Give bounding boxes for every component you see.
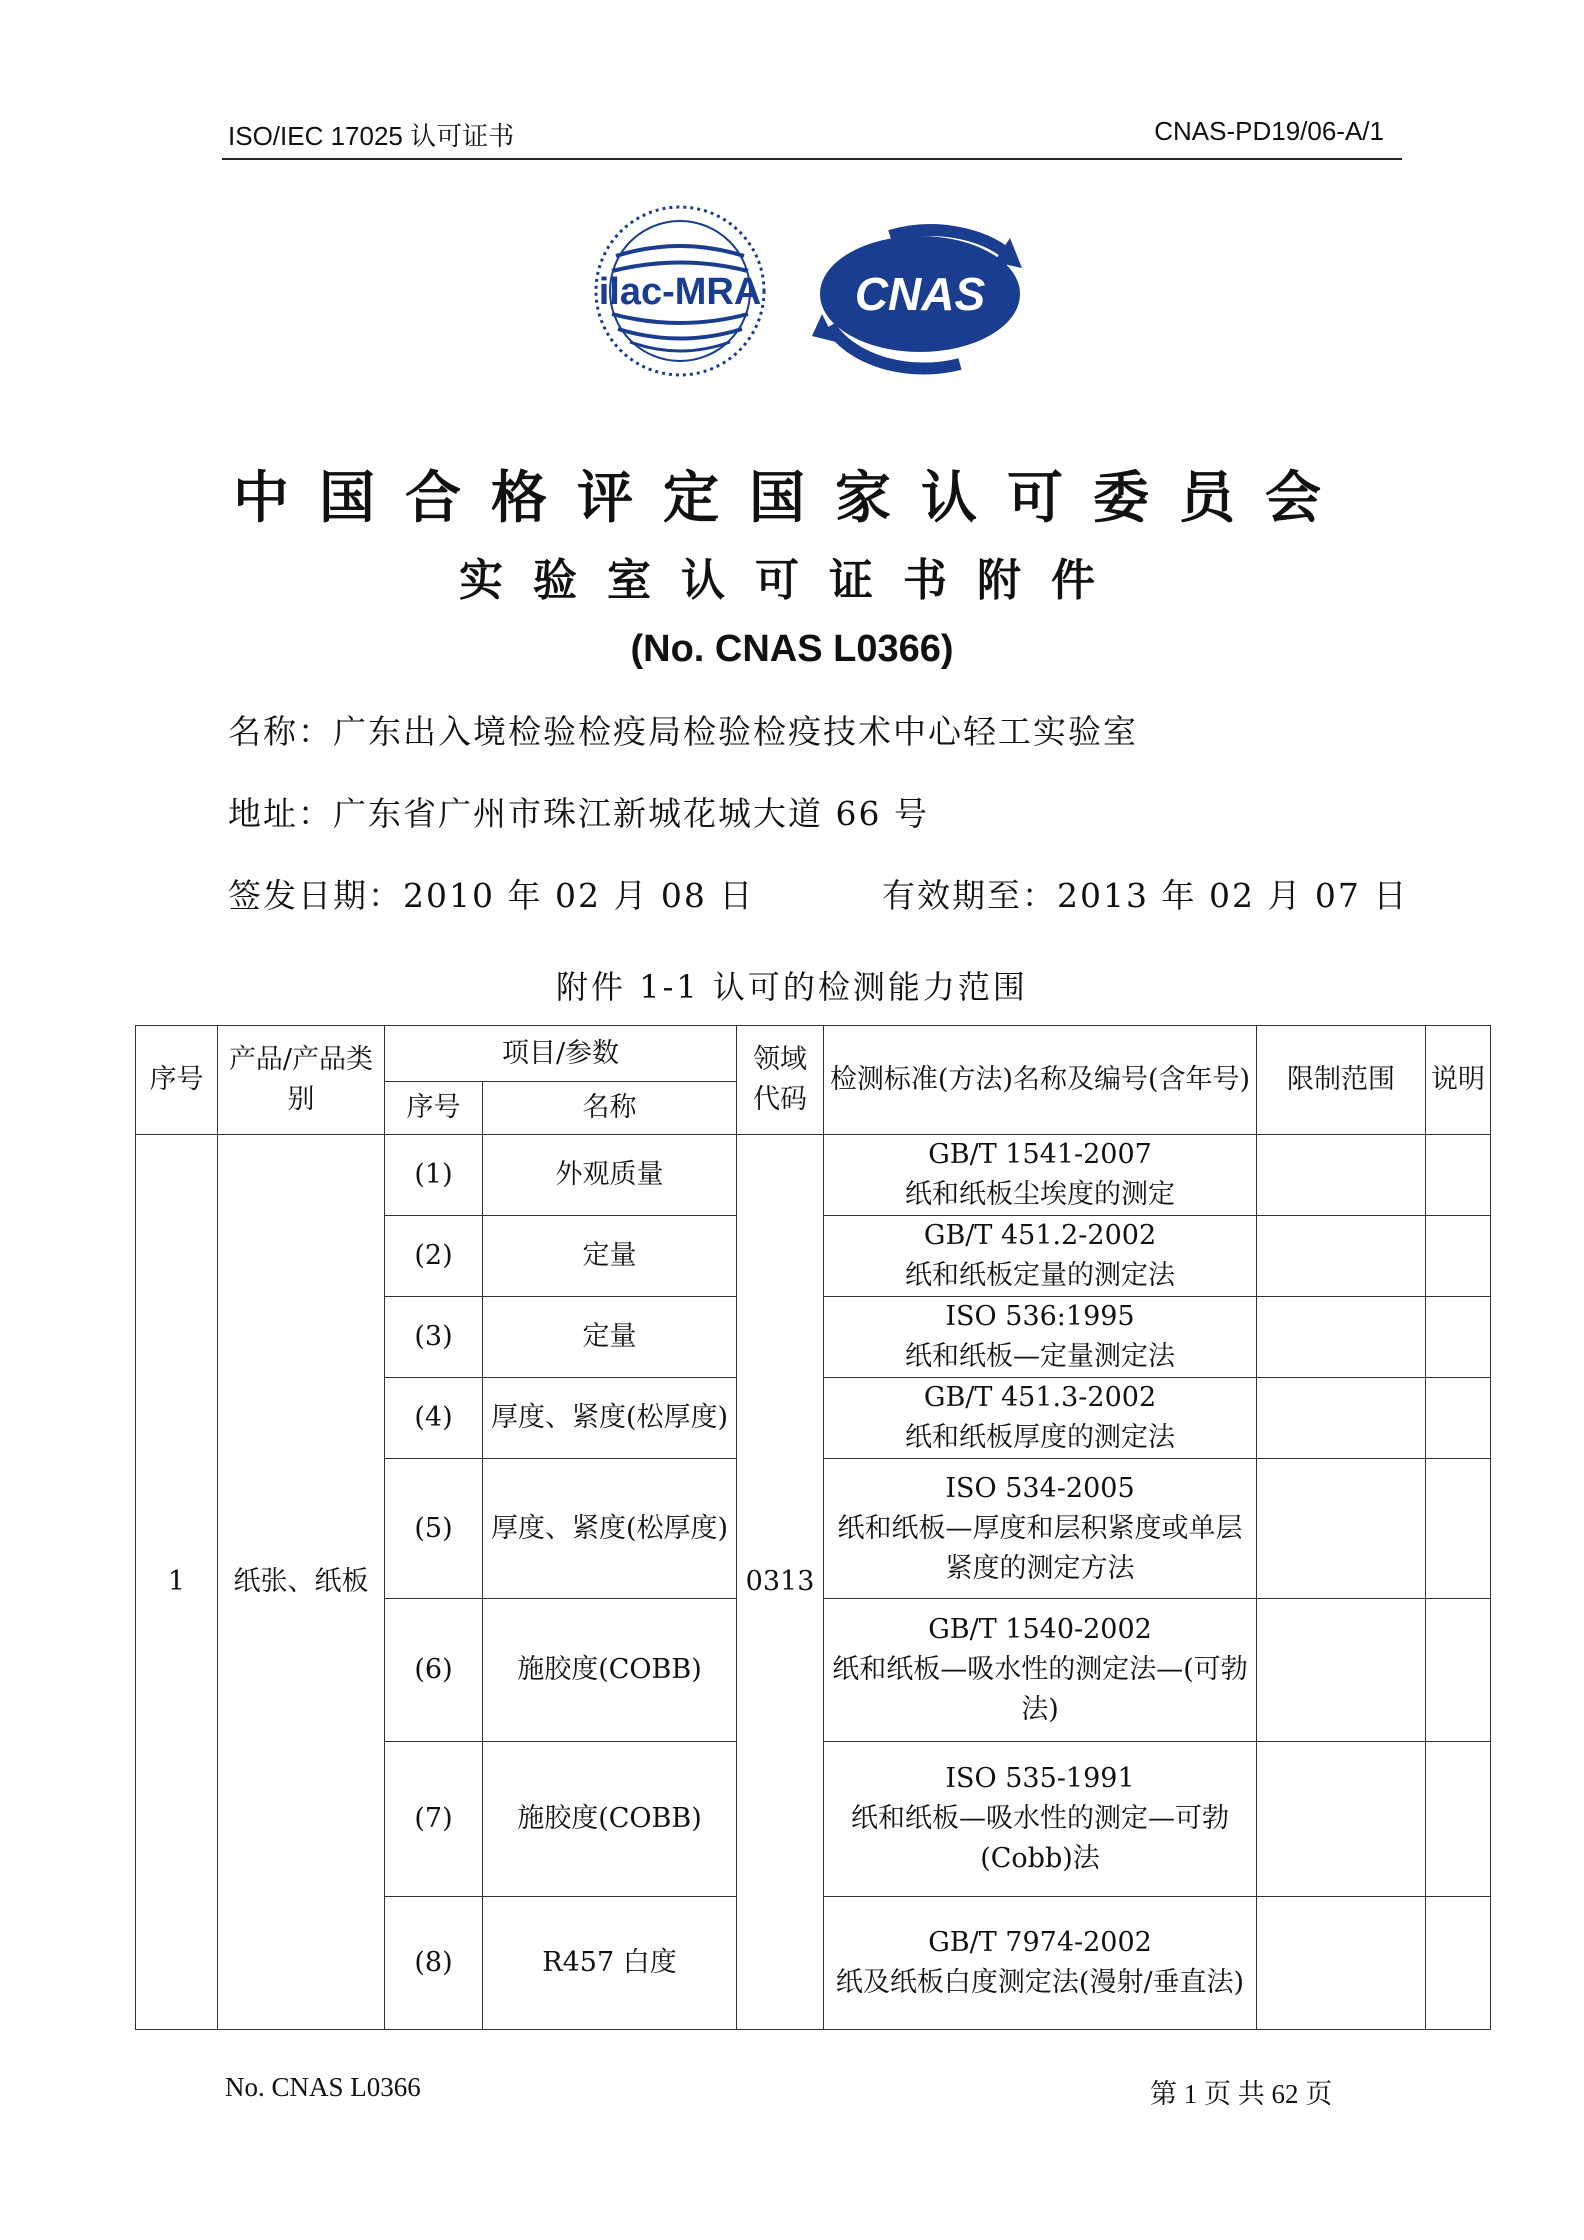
note-cell	[1426, 1297, 1491, 1378]
standard-name: 纸和纸板—吸水性的测定法—(可勃法)	[832, 1654, 1248, 1725]
standard-cell	[824, 1216, 1257, 1297]
header-standard: 检测标准(方法)名称及编号(含年号)	[824, 1026, 1257, 1135]
standard-name: 纸和纸板—厚度和层积紧度或单层紧度的测定方法	[837, 1512, 1243, 1584]
standard-name: 纸及纸板白度测定法(漫射/垂直法)	[835, 1967, 1245, 1998]
standard-cell	[824, 1459, 1257, 1599]
item-name: 施胶度(COBB)	[483, 1599, 737, 1742]
standard-name: 纸和纸板定量的测定法	[905, 1260, 1176, 1291]
logo-group	[590, 196, 1030, 386]
standard-code: GB/T 451.3-2002	[923, 1382, 1157, 1413]
standard-name: 纸和纸板—吸水性的测定—可勃(Cobb)法	[851, 1803, 1230, 1874]
item-name: 定量	[483, 1216, 737, 1297]
item-name: R457 白度	[483, 1897, 737, 2030]
standard-cell	[824, 1135, 1257, 1216]
standard-code: GB/T 451.2-2002	[923, 1220, 1157, 1251]
standard-cell	[824, 1378, 1257, 1459]
ilac-logo-text: ilac-MRA	[598, 271, 762, 313]
standard-cell	[824, 1599, 1257, 1742]
limit-cell	[1257, 1459, 1426, 1599]
item-no: (4)	[385, 1378, 483, 1459]
note-cell	[1426, 1459, 1491, 1599]
group-field-code: 0313	[737, 1135, 824, 2030]
standard-name: 纸和纸板—定量测定法	[905, 1341, 1176, 1372]
note-cell	[1426, 1216, 1491, 1297]
standard-cell	[824, 1297, 1257, 1378]
accreditation-logos	[590, 196, 1030, 386]
group-product: 纸张、纸板	[218, 1135, 385, 2030]
limit-cell	[1257, 1135, 1426, 1216]
header-seq: 序号	[136, 1026, 218, 1135]
note-cell	[1426, 1897, 1491, 2030]
item-no: (5)	[385, 1459, 483, 1599]
certificate-number: (No. CNAS L0366)	[630, 628, 954, 670]
standard-cell	[824, 1742, 1257, 1897]
address-value: 广东省广州市珠江新城花城大道 66 号	[333, 794, 929, 833]
item-no: (1)	[385, 1135, 483, 1216]
note-cell	[1426, 1135, 1491, 1216]
name-label: 名称：	[228, 712, 333, 751]
item-no: (3)	[385, 1297, 483, 1378]
standard-name: 纸和纸板厚度的测定法	[905, 1422, 1176, 1453]
item-no: (7)	[385, 1742, 483, 1897]
note-cell	[1426, 1742, 1491, 1897]
limit-cell	[1257, 1742, 1426, 1897]
group-seq: 1	[136, 1135, 218, 2030]
limit-cell	[1257, 1297, 1426, 1378]
item-no: (2)	[385, 1216, 483, 1297]
limit-cell	[1257, 1897, 1426, 2030]
header-left: ISO/IEC 17025 认可证书	[228, 121, 515, 151]
limit-cell	[1257, 1378, 1426, 1459]
standard-code: GB/T 7974-2002	[928, 1927, 1152, 1958]
annex-title: 附件 1-1 认可的检测能力范围	[556, 968, 1028, 1006]
header-item-name: 名称	[483, 1082, 737, 1135]
item-name: 施胶度(COBB)	[483, 1742, 737, 1897]
name-value: 广东出入境检验检疫局检验检疫技术中心轻工实验室	[333, 712, 1138, 751]
standard-code: ISO 534-2005	[945, 1472, 1135, 1504]
scope-table	[135, 1025, 1491, 2030]
header-product: 产品/产品类别	[218, 1026, 385, 1135]
note-cell	[1426, 1599, 1491, 1742]
header-note: 说明	[1426, 1026, 1491, 1135]
page-title: 中国合格评定国家认可委员会	[233, 466, 1351, 531]
standard-code: ISO 536:1995	[945, 1301, 1135, 1332]
ilac-mra-logo	[596, 207, 764, 375]
standard-cell	[824, 1897, 1257, 2030]
valid-until-value: 2013 年 02 月 07 日	[1057, 876, 1409, 915]
name-line	[228, 706, 1138, 753]
address-label: 地址：	[228, 794, 333, 833]
item-name: 厚度、紧度(松厚度)	[483, 1378, 737, 1459]
cnas-logo	[812, 230, 1022, 368]
footer-left: No. CNAS L0366	[225, 2072, 421, 2102]
note-cell	[1426, 1378, 1491, 1459]
page-subtitle: 实验室认可证书附件	[459, 555, 1125, 606]
valid-until-line	[882, 870, 1408, 917]
item-no: (6)	[385, 1599, 483, 1742]
issue-date-line	[228, 870, 754, 917]
valid-until-label: 有效期至：	[882, 876, 1057, 915]
header-field-code: 领域代码	[737, 1026, 824, 1135]
header-divider	[222, 158, 1402, 160]
standard-name: 纸和纸板尘埃度的测定	[905, 1179, 1176, 1210]
item-no: (8)	[385, 1897, 483, 2030]
header-item-no: 序号	[385, 1082, 483, 1135]
item-name: 厚度、紧度(松厚度)	[483, 1459, 737, 1599]
table-row	[136, 1135, 1491, 1216]
header-limit: 限制范围	[1257, 1026, 1426, 1135]
cnas-logo-text: CNAS	[854, 268, 986, 320]
limit-cell	[1257, 1216, 1426, 1297]
issue-date-label: 签发日期：	[228, 876, 403, 915]
header-item-group: 项目/参数	[385, 1026, 737, 1082]
item-name: 外观质量	[483, 1135, 737, 1216]
header-right: CNAS-PD19/06-A/1	[1154, 116, 1384, 146]
page-number: 第 1 页 共 62 页	[1150, 2079, 1333, 2109]
limit-cell	[1257, 1599, 1426, 1742]
standard-code: GB/T 1540-2002	[928, 1614, 1152, 1645]
item-name: 定量	[483, 1297, 737, 1378]
standard-code: GB/T 1541-2007	[928, 1139, 1152, 1170]
standard-code: ISO 535-1991	[945, 1763, 1135, 1794]
address-line	[228, 788, 929, 835]
issue-date-value: 2010 年 02 月 08 日	[403, 876, 755, 915]
